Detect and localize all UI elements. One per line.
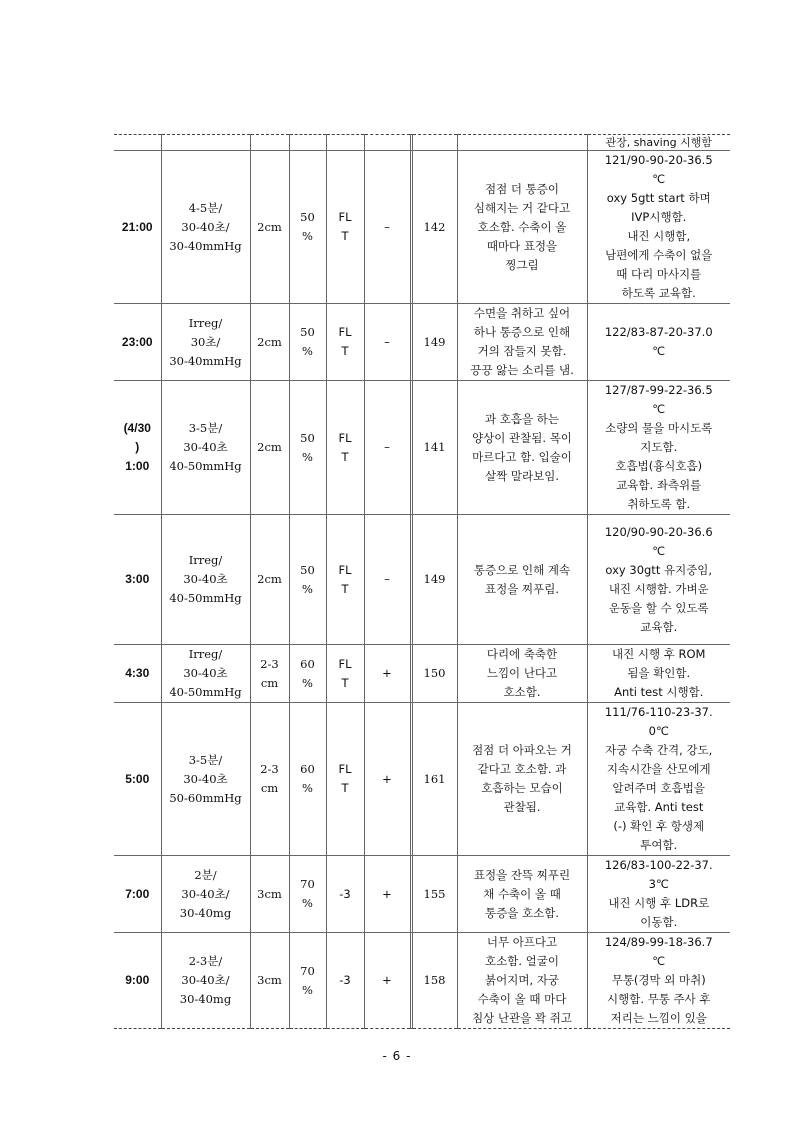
observation-cell: 통증으로 인해 계속 표정을 찌푸림. <box>457 515 587 645</box>
intervention-cell: 127/87-99-22-36.5 ℃ 소량의 물을 마시도록 지도함. 호흡법(흉식호흡) 교육함. 좌측위를 취하도록 함. <box>587 381 730 515</box>
position-cell <box>326 135 364 151</box>
table-row <box>114 304 730 381</box>
time-cell: 5:00 <box>114 703 161 856</box>
dilation-cell: 2cm <box>250 515 289 645</box>
intervention-cell: 내진 시행 후 ROM 됨을 확인함. Anti test 시행함. <box>587 645 730 703</box>
observation-cell: 과 호흡을 하는 양상이 관찰됨. 목이 마르다고 함. 입술이 살짝 말라보임. <box>457 381 587 515</box>
table-row <box>114 703 730 856</box>
page-number: - 6 - <box>382 1049 412 1063</box>
effacement-cell: 60 % <box>289 645 326 703</box>
dilation-cell: 2-3 cm <box>250 645 289 703</box>
station-cell: + <box>364 703 410 856</box>
position-cell: FL T <box>326 381 364 515</box>
contraction-cell <box>161 135 250 151</box>
station-cell: + <box>364 933 410 1029</box>
fhr-cell <box>412 135 457 151</box>
contraction-cell: 3-5분/ 30-40초 50-60mmHg <box>161 703 250 856</box>
dilation-cell <box>250 135 289 151</box>
observation-cell: 너무 아프다고 호소함. 얼굴이 붉어지며, 자궁 수축이 올 때 마다 침상 난관을 꽉 쥐고 <box>457 933 587 1029</box>
contraction-cell: 3-5분/ 30-40초 40-50mmHg <box>161 381 250 515</box>
intervention-cell: 120/90-90-20-36.6 ℃ oxy 30gtt 유지중임, 내진 시행함. 가벼운 운동을 할 수 있도록 교육함. <box>587 515 730 645</box>
fhr-cell: 149 <box>412 515 457 645</box>
effacement-cell <box>289 135 326 151</box>
effacement-cell: 50 % <box>289 151 326 304</box>
time-cell: 3:00 <box>114 515 161 645</box>
intervention-cell: 121/90-90-20-36.5 ℃ oxy 5gtt start 하며 IVP시행함. 내진 시행함, 남편에게 수축이 없을 때 다리 마사지를 하도록 교육함. <box>587 151 730 304</box>
table-row <box>114 645 730 703</box>
dilation-cell: 3cm <box>250 933 289 1029</box>
table-row <box>114 135 730 151</box>
station-cell <box>364 135 410 151</box>
effacement-cell: 70 % <box>289 933 326 1029</box>
time-cell: 7:00 <box>114 856 161 933</box>
contraction-cell: Irreg/ 30초/ 30-40mmHg <box>161 304 250 381</box>
fhr-cell: 158 <box>412 933 457 1029</box>
intervention-cell: 126/83-100-22-37. 3℃ 내진 시행 후 LDR로 이동함. <box>587 856 730 933</box>
station-cell: + <box>364 645 410 703</box>
intervention-cell: 124/89-99-18-36.7 ℃ 무통(경막 외 마취) 시행함. 무통 주사 후 저리는 느낌이 있을 <box>587 933 730 1029</box>
station-cell: – <box>364 304 410 381</box>
position-cell: FL T <box>326 703 364 856</box>
effacement-cell: 70 % <box>289 856 326 933</box>
observation-cell <box>457 135 587 151</box>
intervention-cell: 관장, shaving 시행함 <box>587 135 730 151</box>
effacement-cell: 50 % <box>289 304 326 381</box>
position-cell: FL T <box>326 151 364 304</box>
table-row <box>114 515 730 645</box>
table-row <box>114 933 730 1029</box>
fhr-cell: 155 <box>412 856 457 933</box>
fhr-cell: 142 <box>412 151 457 304</box>
time-cell: (4/30 ) 1:00 <box>114 381 161 515</box>
contraction-cell: 4-5분/ 30-40초/ 30-40mmHg <box>161 151 250 304</box>
position-cell: FL T <box>326 515 364 645</box>
time-cell: 4:30 <box>114 645 161 703</box>
observation-cell: 점점 더 통증이 심해지는 거 같다고 호소함. 수축이 올 때마다 표정을 찡그림 <box>457 151 587 304</box>
intervention-cell: 111/76-110-23-37. 0℃ 자궁 수축 간격, 강도, 지속시간을 산모에게 알려주며 호흡법을 교육함. Anti test (-) 확인 후 항생제 투여함. <box>587 703 730 856</box>
station-cell: – <box>364 381 410 515</box>
observation-cell: 점점 더 아파오는 거 같다고 호소함. 과 호흡하는 모습이 관찰됨. <box>457 703 587 856</box>
effacement-cell: 50 % <box>289 381 326 515</box>
contraction-cell: Irreg/ 30-40초 40-50mmHg <box>161 515 250 645</box>
observation-cell: 표정을 잔뜩 찌푸린 채 수축이 올 때 통증을 호소함. <box>457 856 587 933</box>
table-row <box>114 151 730 304</box>
time-cell: 23:00 <box>114 304 161 381</box>
contraction-cell: 2-3분/ 30-40초/ 30-40mg <box>161 933 250 1029</box>
position-cell: FL T <box>326 304 364 381</box>
time-cell <box>114 135 161 151</box>
fhr-cell: 149 <box>412 304 457 381</box>
intervention-cell: 122/83-87-20-37.0 ℃ <box>587 304 730 381</box>
time-cell: 9:00 <box>114 933 161 1029</box>
dilation-cell: 2cm <box>250 304 289 381</box>
dilation-cell: 2-3 cm <box>250 703 289 856</box>
effacement-cell: 60 % <box>289 703 326 856</box>
effacement-cell: 50 % <box>289 515 326 645</box>
observation-cell: 수면을 취하고 싶어 하나 통증으로 인해 거의 잠들지 못함. 끙끙 앓는 소리를 냄. <box>457 304 587 381</box>
observation-cell: 다리에 축축한 느낌이 난다고 호소함. <box>457 645 587 703</box>
fhr-cell: 161 <box>412 703 457 856</box>
table-row <box>114 381 730 515</box>
time-cell: 21:00 <box>114 151 161 304</box>
station-cell: – <box>364 515 410 645</box>
contraction-cell: Irreg/ 30-40초 40-50mmHg <box>161 645 250 703</box>
station-cell: + <box>364 856 410 933</box>
contraction-cell: 2분/ 30-40초/ 30-40mg <box>161 856 250 933</box>
station-cell: – <box>364 151 410 304</box>
dilation-cell: 3cm <box>250 856 289 933</box>
dilation-cell: 2cm <box>250 151 289 304</box>
position-cell: -3 <box>326 856 364 933</box>
fhr-cell: 141 <box>412 381 457 515</box>
position-cell: -3 <box>326 933 364 1029</box>
table-row <box>114 856 730 933</box>
dilation-cell: 2cm <box>250 381 289 515</box>
labor-progress-table <box>114 134 730 1029</box>
position-cell: FL T <box>326 645 364 703</box>
fhr-cell: 150 <box>412 645 457 703</box>
